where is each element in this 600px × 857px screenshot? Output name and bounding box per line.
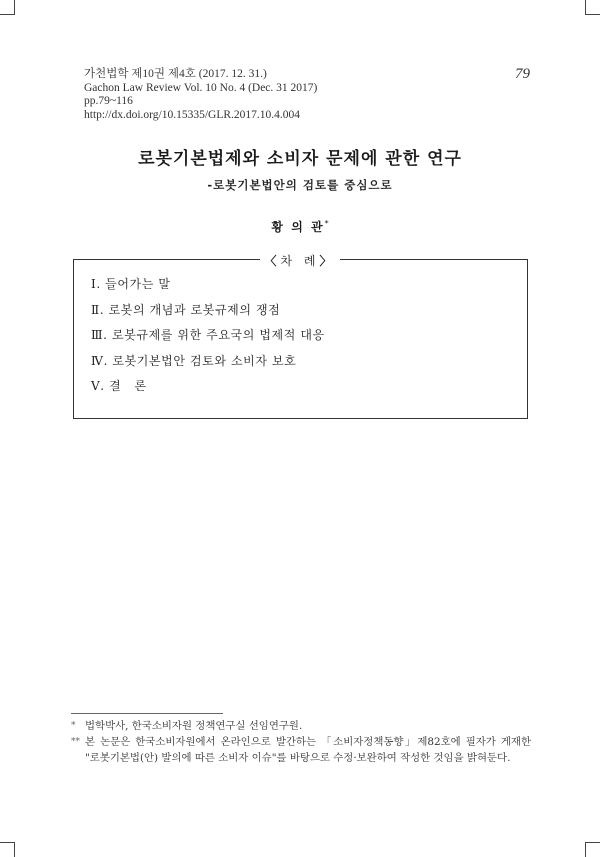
doi-link[interactable]: http://dx.doi.org/10.15335/GLR.2017.10.4.004	[84, 108, 301, 121]
toc-heading-text: 차 례	[280, 254, 320, 268]
footnote-mark: **	[71, 737, 80, 747]
toc-item-4: Ⅳ. 로봇기본법안 검토와 소비자 보호	[91, 353, 297, 368]
footnote-1	[71, 718, 531, 734]
crop-mark-top-right	[585, 0, 600, 15]
toc-item-5: Ⅴ. 결 론	[91, 379, 147, 393]
footnote-text: 본 논문은 한국소비자원에서 온라인으로 발간하는 「소비자정책동향」제82호에 필자가 게재한 "로봇기본법(안) 발의에 따른 소비자 이슈"를 바탕으로 수정·보완하여 작성한 것임을 밝혀둔다.	[85, 736, 531, 764]
toc-item-1: Ⅰ. 들어가는 말	[91, 277, 171, 291]
crop-mark-top-left	[0, 0, 15, 15]
toc-item-3: Ⅲ. 로봇규제를 위한 주요국의 법제적 대응	[91, 328, 325, 342]
author-footnote-mark: *	[324, 219, 329, 228]
paper-title: 로봇기본법제와 소비자 문제에 관한 연구	[138, 149, 462, 169]
crop-mark-bottom-left	[0, 842, 15, 857]
toc-item-2: Ⅱ. 로봇의 개념과 로봇규제의 쟁점	[91, 302, 281, 317]
toc-bracket-left: 〈	[264, 254, 281, 268]
footnotes	[71, 718, 531, 766]
toc-heading	[0, 250, 600, 270]
journal-title-korean: 가천법학 제10권 제4호 (2017. 12. 31.)	[84, 68, 267, 80]
journal-title-english: Gachon Law Review Vol. 10 No. 4 (Dec. 31 2017)	[84, 81, 318, 94]
page-number: 79	[515, 66, 530, 82]
footnote-mark: *	[71, 721, 76, 731]
toc-bracket-right: 〉	[319, 254, 336, 268]
crop-mark-bottom-right	[585, 842, 600, 857]
footnote-text: 법학박사, 한국소비자원 정책연구실 선임연구원.	[85, 720, 303, 732]
page-range: pp.79~116	[84, 95, 133, 107]
paper-subtitle: -로봇기본법안의 검토를 중심으로	[207, 178, 393, 192]
journal-metadata	[84, 68, 317, 122]
toc-list	[91, 274, 325, 402]
footnote-divider	[71, 713, 223, 714]
author-name: 황 의 관	[271, 220, 325, 234]
author	[0, 218, 600, 235]
footnote-2	[71, 734, 531, 766]
